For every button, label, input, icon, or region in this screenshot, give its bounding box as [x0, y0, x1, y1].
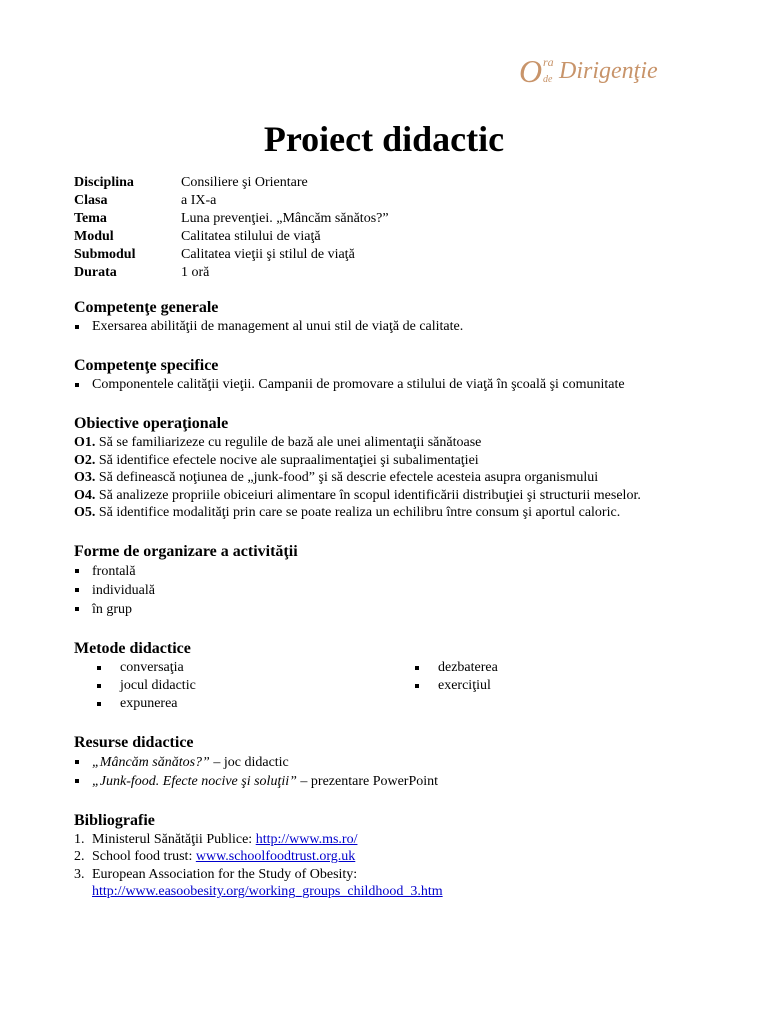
list-item: individuală: [74, 581, 698, 600]
list-item: conversaţia: [96, 659, 392, 677]
section-forme-organizare: [74, 542, 698, 619]
section-resurse: [74, 733, 698, 791]
meta-value: Luna prevenţiei. „Mâncăm sănătos?”: [181, 211, 389, 226]
meta-value: Calitatea vieţii şi stilul de viaţă: [181, 247, 355, 262]
meta-row: [74, 174, 698, 192]
meta-row: [74, 246, 698, 264]
objective-code: O1.: [74, 435, 96, 450]
document-body: [74, 174, 698, 901]
meta-value: a IX-a: [181, 193, 217, 208]
methods-column-2: [392, 659, 498, 713]
logo: [517, 48, 697, 98]
objective-text: Să analizeze propriile obiceiuri alimentare în scopul identificării distribuţiei şi structurii meselor.: [98, 487, 641, 503]
section-metode: [74, 639, 698, 713]
svg-text:ra: ra: [543, 55, 554, 69]
methods-column-1: [74, 659, 392, 713]
bibliography-link[interactable]: http://www.easoobesity.org/working_groups_childhood_3.htm: [92, 884, 443, 899]
meta-row: [74, 192, 698, 210]
objective-code: O4.: [74, 487, 96, 503]
meta-key: Submodul: [74, 247, 136, 262]
resource-desc: – prezentare PowerPoint: [296, 773, 439, 789]
bibliography-link[interactable]: http://www.ms.ro/: [255, 831, 358, 847]
objective-text: Să identifice modalităţi prin care se poate realiza un echilibru între consum şi aportul caloric.: [98, 505, 621, 520]
bibliography-item: [74, 866, 698, 901]
list-item: [74, 753, 698, 772]
objective-code: O3.: [74, 470, 96, 485]
meta-key: Durata: [74, 265, 117, 280]
list-item: exerciţiul: [414, 677, 498, 695]
bibliography-text: Ministerul Sănătăţii Publice:: [92, 831, 256, 847]
section-heading: Forme de organizare a activităţii: [74, 542, 298, 560]
bibliography-item: [74, 831, 698, 849]
list-item: Exersarea abilităţii de management al unui stil de viaţă de calitate.: [74, 318, 698, 336]
item-number: 1.: [74, 831, 85, 847]
objective-text: Să definească noţiunea de „junk-food” şi să descrie efectele acesteia asupra organismului: [98, 470, 599, 485]
bibliography-item: [74, 848, 698, 866]
item-number: 3.: [74, 866, 85, 882]
section-heading: Competenţe generale: [74, 299, 219, 316]
page-title: Proiect didactic: [263, 119, 505, 159]
meta-table: [74, 174, 698, 282]
objective-code: O5.: [74, 505, 96, 520]
section-heading: Obiective operaţionale: [74, 415, 229, 432]
meta-value: Consiliere şi Orientare: [181, 175, 308, 190]
bibliography-link[interactable]: www.schoolfoodtrust.org.uk: [195, 849, 356, 864]
svg-text:de: de: [543, 74, 553, 85]
bibliography-text: School food trust:: [92, 849, 196, 864]
section-bibliografie: [74, 811, 698, 901]
methods-columns: [74, 659, 698, 713]
meta-row: [74, 264, 698, 282]
section-heading: Resurse didactice: [74, 733, 194, 751]
meta-key: Clasa: [74, 193, 108, 208]
section-heading: Bibliografie: [74, 811, 155, 829]
objective-item: [74, 487, 698, 505]
objective-text: Să identifice efectele nocive ale supraalimentaţiei şi subalimentaţiei: [98, 452, 479, 468]
list-item: Componentele calităţii vieţii. Campanii de promovare a stilului de viaţă în şcoală şi comunitate: [74, 376, 698, 394]
section-competente-generale: [74, 298, 698, 336]
meta-key: Modul: [74, 229, 114, 244]
item-number: 2.: [74, 849, 85, 864]
resource-desc: – joc didactic: [209, 754, 289, 770]
section-heading: Competenţe specifice: [74, 357, 219, 374]
resource-title: „Mâncăm sănătos?”: [92, 754, 210, 770]
list-item: dezbaterea: [414, 659, 498, 677]
objective-item: [74, 452, 698, 470]
ora-de-dirigentie-logo: [517, 48, 697, 98]
objective-item: [74, 434, 698, 452]
meta-row: [74, 210, 698, 228]
section-heading: Metode didactice: [74, 639, 191, 657]
objective-code: O2.: [74, 452, 96, 468]
meta-value: Calitatea stilului de viaţă: [181, 229, 321, 244]
svg-text:O: O: [519, 53, 543, 89]
list-item: [74, 772, 698, 791]
list-item: expunerea: [96, 695, 392, 713]
bibliography-text: European Association for the Study of Obesity:: [92, 866, 358, 882]
objective-text: Să se familiarizeze cu regulile de bază ale unei alimentaţii sănătoase: [98, 435, 482, 450]
resource-title: „Junk-food. Efecte nocive şi soluţii”: [92, 773, 297, 789]
section-obiective: [74, 414, 698, 522]
meta-key: Disciplina: [74, 175, 134, 190]
meta-key: Tema: [74, 211, 107, 226]
objective-item: [74, 469, 698, 487]
svg-text:Dirigenţie: Dirigenţie: [559, 58, 658, 84]
meta-value: 1 oră: [181, 265, 210, 280]
list-item: în grup: [74, 600, 698, 619]
list-item: frontală: [74, 562, 698, 581]
section-competente-specifice: [74, 356, 698, 394]
list-item: jocul didactic: [96, 677, 392, 695]
objective-item: [74, 504, 698, 522]
meta-row: [74, 228, 698, 246]
